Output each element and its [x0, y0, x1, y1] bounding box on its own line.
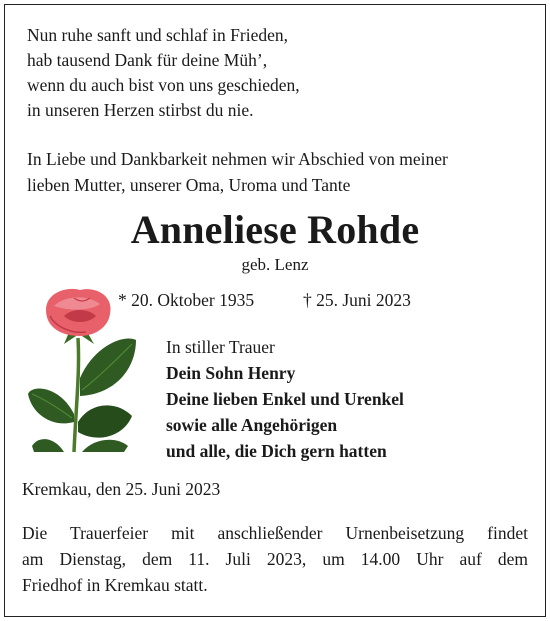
mourner-line: und alle, die Dich gern hatten	[166, 441, 387, 461]
funeral-line: am Dienstag, dem 11. Juli 2023, um 14.00 Uhr auf dem	[22, 549, 528, 569]
rose-leaf-left	[28, 389, 74, 424]
maiden-name: geb. Lenz	[241, 255, 309, 274]
birth-date: * 20. Oktober 1935	[118, 290, 255, 310]
rose-icon	[24, 286, 142, 454]
mourners-heading: In stiller Trauer	[166, 337, 275, 357]
intro-line: lieben Mutter, unserer Oma, Uroma und Tante	[27, 175, 351, 195]
funeral-line: Friedhof in Kremkau statt.	[22, 575, 208, 595]
intro-text	[27, 146, 448, 198]
poem-line: in unseren Herzen stirbst du nie.	[27, 100, 254, 120]
funeral-line: Die Trauerfeier mit anschließender Urnenbeisetzung findet	[22, 523, 528, 543]
poem-line: hab tausend Dank für deine Müh’,	[27, 50, 268, 70]
death-date: † 25. Juni 2023	[303, 290, 411, 310]
poem-line: Nun ruhe sanft und schlaf in Frieden,	[27, 25, 288, 45]
intro-line: In Liebe und Dankbarkeit nehmen wir Abschied von meiner	[27, 149, 448, 169]
funeral-notice	[22, 520, 528, 598]
mourners-block	[166, 334, 404, 464]
mourner-line: sowie alle Angehörigen	[166, 415, 338, 435]
deceased-name: Anneliese Rohde	[130, 207, 420, 252]
mourner-line: Deine lieben Enkel und Urenkel	[166, 389, 404, 409]
mourner-line: Dein Sohn Henry	[166, 363, 296, 383]
rose-stem	[74, 338, 79, 452]
place-and-date: Kremkau, den 25. Juni 2023	[22, 479, 221, 499]
poem	[27, 23, 300, 123]
poem-line: wenn du auch bist von uns geschieden,	[27, 75, 300, 95]
rose-leaf-lower	[78, 405, 132, 437]
